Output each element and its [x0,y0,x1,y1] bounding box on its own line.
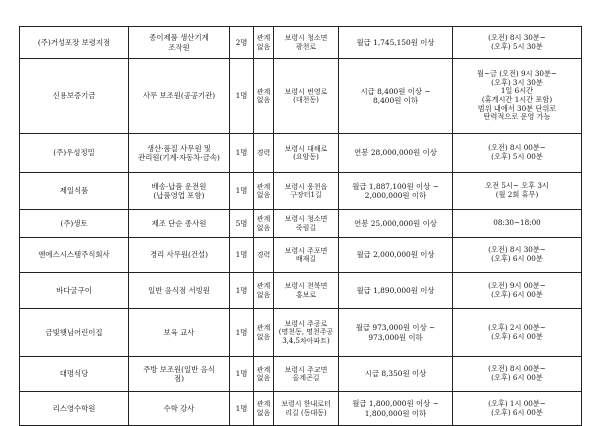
table-row [20,357,582,392]
pay-info: 연봉 28,000,000원 이상 [339,134,453,173]
table-row [20,309,582,357]
job-title: 주방 보조원(일반 음식 점) [129,357,230,392]
pay-info: 월급 1,745,150원 이상 [339,27,453,59]
hire-count: 5명 [230,210,254,238]
table-row [20,392,582,426]
work-hours: (오후) 2시 00분~ (오후) 6시 00분 [453,309,582,357]
table-row [20,134,582,173]
experience-req: 관계 없음 [254,273,274,309]
work-hours: 08:30~18:00 [453,210,582,238]
experience-req: 관계 없음 [254,357,274,392]
hire-count: 1명 [230,392,254,426]
pay-info: 시급 8,350원 이상 [339,357,453,392]
pay-info: 월급 1,800,000원 이상 ~ 1,800,000원 이하 [339,392,453,426]
work-hours: (오전) 8시 00분~ (오후) 5시 00분 [453,134,582,173]
job-title: 보육 교사 [129,309,230,357]
work-hours: (오전) 8시 00분~ (오후) 6시 00분 [453,357,582,392]
company-name: 리스영수학원 [20,392,129,426]
pay-info: 연봉 25,000,000원 이상 [339,210,453,238]
table-row [20,59,582,134]
work-location: 보령시 청소면 죽림길 [274,210,339,238]
work-hours: (오전) 8시 30분~ (오후) 5시 30분 [453,27,582,59]
job-title: 제조 단순 종사원 [129,210,230,238]
pay-info: 시급 8,400원 이상 ~ 8,400원 이하 [339,59,453,134]
company-name: 신용보증기금 [20,59,129,134]
experience-req: 관계 없음 [254,27,274,59]
table-row [20,238,582,273]
work-hours: 월~금 (오전) 9시 30분~ (오후) 3시 30분 1일 6시간 (휴게시간 1시간 포함) 범위 내에서 30분 단위로 탄력적으로 운영 가능 [453,59,582,134]
hire-count: 2명 [230,27,254,59]
hire-count: 1명 [230,357,254,392]
table-row [20,27,582,59]
company-name: 바다굴구이 [20,273,129,309]
work-location: 보령시 웅천읍 구장터1길 [274,173,339,210]
experience-req: 관계 없음 [254,173,274,210]
hire-count: 1명 [230,173,254,210]
company-name: (주)거성포장 보령지점 [20,27,129,59]
company-name: (주)우성정밀 [20,134,129,173]
work-location: 보령시 천북면 홍보로 [274,273,339,309]
hire-count: 1명 [230,59,254,134]
company-name: 대명식당 [20,357,129,392]
pay-info: 월급 1,890,000원 이상 [339,273,453,309]
job-title: 생산·품질 사무원 및 관리원(기계·자동차·금속) [129,134,230,173]
experience-req: 관계 없음 [254,392,274,426]
work-hours: (오전) 9시 00분~ (오후) 6시 00분 [453,273,582,309]
company-name: (주)생토 [20,210,129,238]
experience-req: 경력 [254,238,274,273]
company-name: 엔에스시스템주식회사 [20,238,129,273]
work-location: 보령시 주포면 배재길 [274,238,339,273]
table-row [20,210,582,238]
pay-info: 월급 1,887,100원 이상 ~ 2,000,000원 이하 [339,173,453,210]
work-hours: (오전) 8시 30분~ (오후) 6시 00분 [453,238,582,273]
table-row [20,273,582,309]
experience-req: 관계 없음 [254,210,274,238]
job-title: 종이제품 생산기계 조작원 [129,27,230,59]
work-location: 보령시 주교면 올계곤길 [274,357,339,392]
job-title: 일반 음식점 서빙원 [129,273,230,309]
company-name: 금빛햇님어린이집 [20,309,129,357]
hire-count: 1명 [230,273,254,309]
work-location: 보령시 청소면 광천로 [274,27,339,59]
hire-count: 1명 [230,238,254,273]
pay-info: 월급 973,000원 이상 ~ 973,000원 이하 [339,309,453,357]
experience-req: 관계 없음 [254,59,274,134]
hire-count: 1명 [230,309,254,357]
table-row [20,173,582,210]
work-location: 보령시 번영로 (대천동) [274,59,339,134]
job-title: 사무 보조원(공공기관) [129,59,230,134]
job-title: 배송·납품 운전원 (납품영업 포함) [129,173,230,210]
job-title: 수학 강사 [129,392,230,426]
job-title: 경리 사무원(건설) [129,238,230,273]
experience-req: 경력 [254,134,274,173]
hire-count: 1명 [230,134,254,173]
job-listing-body [20,27,582,426]
job-listing-table [19,26,582,426]
experience-req: 관계 없음 [254,309,274,357]
pay-info: 월급 2,000,000원 이상 [339,238,453,273]
work-location: 보령시 대해로 (요암동) [274,134,339,173]
work-location: 보령시 한내로터 리길 (동대동) [274,392,339,426]
company-name: 제일식품 [20,173,129,210]
work-hours: 오전 5시~ 오후 3시 (월 2회 휴무) [453,173,582,210]
work-location: 보령시 주공로 (명천동, 명천주공 3,4,5차아파트) [274,309,339,357]
work-hours: (오후) 1시 00분~ (오후) 6시 00분 [453,392,582,426]
